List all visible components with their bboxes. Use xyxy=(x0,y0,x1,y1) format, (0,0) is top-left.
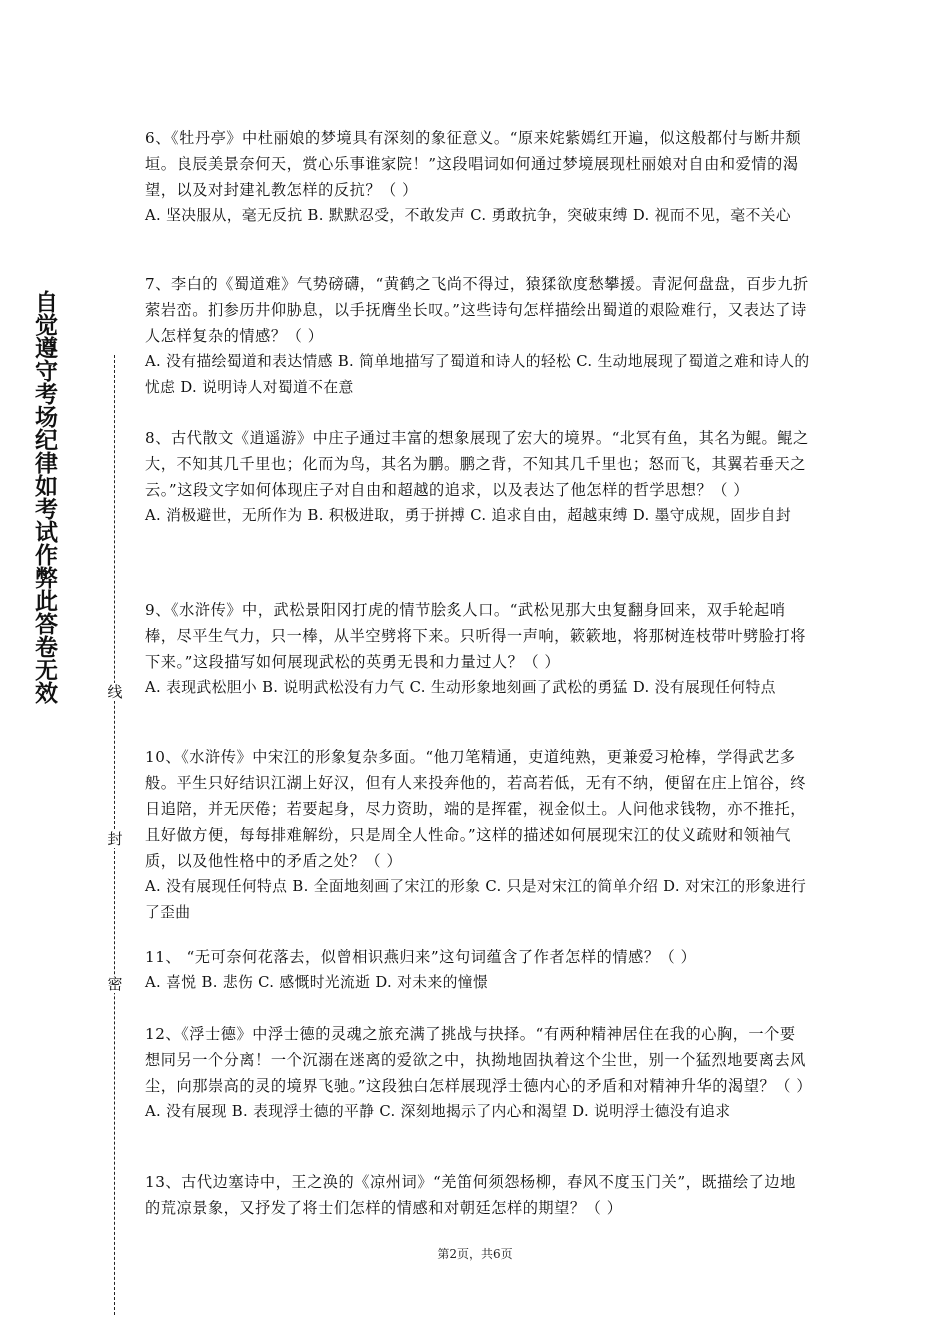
question-options: A. 消极避世，无所作为 B. 积极进取，勇于拼搏 C. 追求自由，超越束缚 D. 墨守成规，固步自封 xyxy=(145,507,791,524)
exam-discipline-warning: 自觉遵守考场纪律如考试作弊此答卷无效 xyxy=(31,290,57,704)
question-stem: 8、古代散文《逍遥游》中庄子通过丰富的想象展现了宏大的境界。“北冥有鱼，其名为鲲。鲲之大，不知其几千里也；化而为鸟，其名为鹏。鹏之背，不知其几千里也；怒而飞，其翼若垂天之云。”这段文字如何体现庄子对自由和超越的追求，以及表达了他怎样的哲学思想？（ ） xyxy=(145,429,809,499)
question-9 xyxy=(145,597,811,701)
question-stem: 11、 “无可奈何花落去，似曾相识燕归来”这句词蕴含了作者怎样的情感？（ ） xyxy=(145,948,697,966)
question-12 xyxy=(145,1021,811,1125)
question-stem: 12、《浮士德》中浮士德的灵魂之旅充满了挑战与抉择。“有两种精神居住在我的心胸，一个要想同另一个分离！一个沉溺在迷离的爱欲之中，执拗地固执着这个尘世，别一个猛烈地要离去风尘，向那崇高的灵的境界飞驰。”这段独白怎样展现浮士德内心的矛盾和对精神升华的渴望？（ ） xyxy=(145,1025,813,1095)
question-7 xyxy=(145,271,811,401)
question-10 xyxy=(145,744,811,926)
question-options: A. 坚决服从，毫无反抗 B. 默默忍受，不敢发声 C. 勇敢抗争，突破束缚 D. 视而不见，毫不关心 xyxy=(145,207,791,224)
question-options: A. 没有展现 B. 表现浮士德的平静 C. 深刻地揭示了内心和渴望 D. 说明浮士德没有追求 xyxy=(145,1103,731,1120)
question-options: A. 没有描绘蜀道和表达情感 B. 简单地描写了蜀道和诗人的轻松 C. 生动地展现了蜀道之难和诗人的忧虑 D. 说明诗人对蜀道不在意 xyxy=(145,353,810,396)
binding-mark-seal: 封 xyxy=(107,830,123,848)
question-stem: 9、《水浒传》中，武松景阳冈打虎的情节脍炙人口。“武松见那大虫复翻身回来，双手轮起哨棒，尽平生气力，只一棒，从半空劈将下来。只听得一声响，簌簌地，将那树连枝带叶劈脸打将下来。”这段描写如何展现武松的英勇无畏和力量过人？（ ） xyxy=(145,601,806,671)
question-options: A. 喜悦 B. 悲伤 C. 感慨时光流逝 D. 对未来的憧憬 xyxy=(145,974,489,991)
question-11 xyxy=(145,944,811,996)
question-options: A. 表现武松胆小 B. 说明武松没有力气 C. 生动形象地刻画了武松的勇猛 D. 没有展现任何特点 xyxy=(145,679,776,696)
question-options: A. 没有展现任何特点 B. 全面地刻画了宋江的形象 C. 只是对宋江的简单介绍 D. 对宋江的形象进行了歪曲 xyxy=(145,878,807,921)
binding-mark-secret: 密 xyxy=(107,975,123,993)
question-stem: 13、古代边塞诗中，王之涣的《凉州词》“羌笛何须怨杨柳，春风不度玉门关”，既描绘了边地的荒凉景象，又抒发了将士们怎样的情感和对朝廷怎样的期望？（ ） xyxy=(145,1173,796,1217)
page-number: 第2页，共6页 xyxy=(437,1247,513,1261)
question-13 xyxy=(145,1169,811,1221)
question-stem: 7、李白的《蜀道难》气势磅礴，“黄鹤之飞尚不得过，猿猱欲度愁攀援。青泥何盘盘，百步九折萦岩峦。扪参历井仰胁息，以手抚膺坐长叹。”这些诗句怎样描绘出蜀道的艰险难行，又表达了诗人怎样复杂的情感？（ ） xyxy=(145,275,809,345)
binding-mark-line: 线 xyxy=(107,683,123,701)
question-8 xyxy=(145,425,811,529)
question-stem: 10、《水浒传》中宋江的形象复杂多面。“他刀笔精通，吏道纯熟，更兼爱习枪棒，学得武艺多般。平生只好结识江湖上好汉，但有人来投奔他的，若高若低，无有不纳，便留在庄上馆谷，终日追陪，并无厌倦；若要起身，尽力资助，端的是挥霍，视金似土。人问他求钱物，亦不推托，且好做方便，每每排难解纷，只是周全人性命。”这样的描述如何展现宋江的仗义疏财和领袖气质，以及他性格中的矛盾之处？（ ） xyxy=(145,748,806,870)
question-stem: 6、《牡丹亭》中杜丽娘的梦境具有深刻的象征意义。“原来姹紫嫣红开遍，似这般都付与断井颓垣。良辰美景奈何天，赏心乐事谁家院！”这段唱词如何通过梦境展现杜丽娘对自由和爱情的渴望，以及对封建礼教怎样的反抗？（ ） xyxy=(145,129,802,199)
question-6 xyxy=(145,125,811,229)
